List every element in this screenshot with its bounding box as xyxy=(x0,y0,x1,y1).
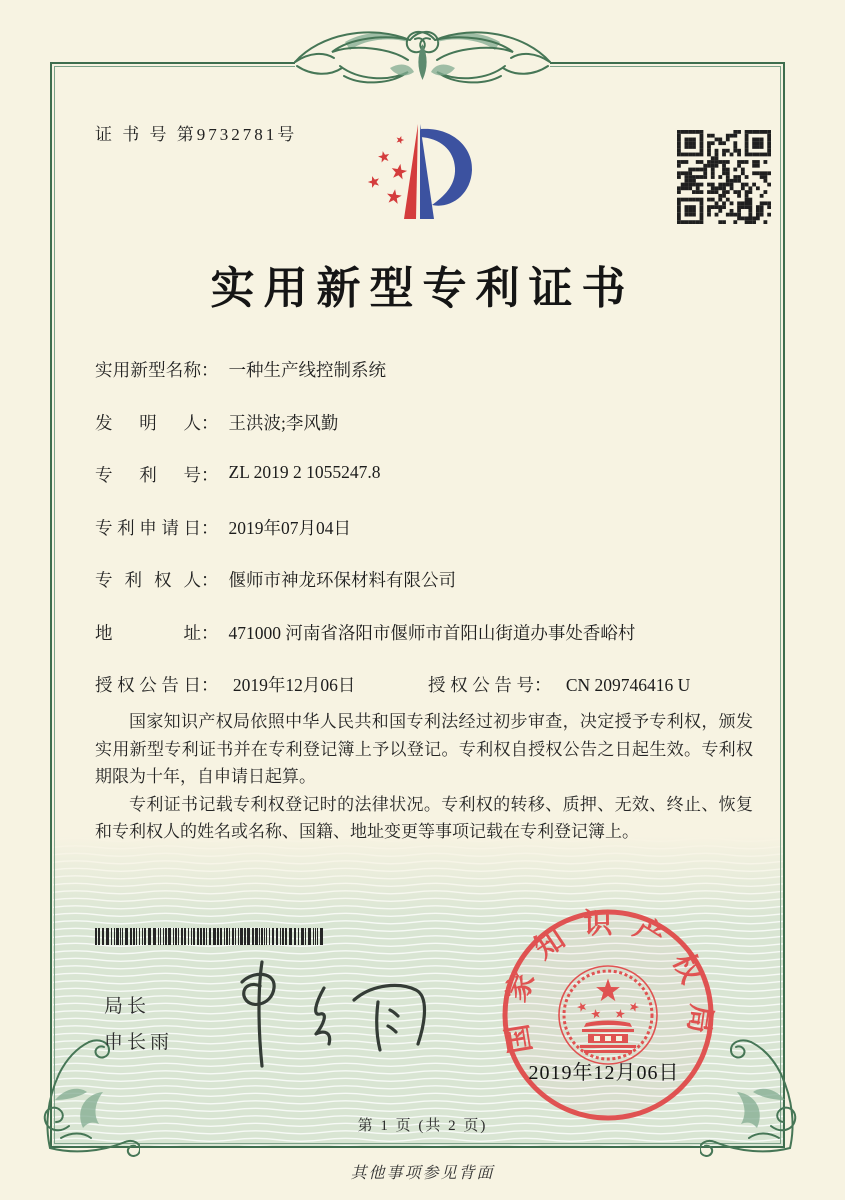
signer-name: 申长雨 xyxy=(104,1032,174,1053)
field-label: 专利号 xyxy=(95,465,201,485)
field-label: 实用新型名称 xyxy=(95,360,201,380)
barcode xyxy=(95,928,323,945)
field-row-patentee: 专利权人 ： 偃师市神龙环保材料有限公司 xyxy=(95,567,755,620)
field-label: 发明人 xyxy=(95,412,201,433)
field-row-address: 地址 ： 471000 河南省洛阳市偃师市首阳山街道办事处香峪村 xyxy=(95,620,755,673)
legal-paragraph-1: 国家知识产权局依照中华人民共和国专利法经过初步审查，决定授予专利权，颁发实用新型专利证书并在专利登记簿上予以登记。专利权自授权公告之日起生效。专利权期限为十年，自申请日起算。 xyxy=(95,712,753,787)
field-row-invention-name: 实用新型名称 ： 一种生产线控制系统 xyxy=(95,357,755,410)
field-value: 2019年12月06日 xyxy=(232,675,356,695)
certificate-title: 实用新型专利证书 xyxy=(210,264,635,313)
fields-block xyxy=(95,357,755,725)
field-label: 地址 xyxy=(95,622,201,643)
grant-date-group: 授权公告日： 2019年12月06日 xyxy=(95,675,355,695)
signature-handwriting xyxy=(232,958,447,1070)
field-label: 授权公告日 xyxy=(95,675,201,695)
certificate-number: 证 书 号 第9732781号 xyxy=(95,125,298,144)
official-seal xyxy=(498,905,718,1125)
border-ornament-top xyxy=(250,10,595,102)
signer-title: 局长 xyxy=(104,996,151,1017)
field-row-application-date: 专利申请日 ： 2019年07月04日 xyxy=(95,515,755,568)
field-row-patent-number: 专利号 ： ZL 2019 2 1055247.8 xyxy=(95,462,381,485)
field-value: CN 209746416 U xyxy=(565,675,691,695)
legal-paragraph-2: 专利证书记载专利权登记时的法律状况。专利权的转移、质押、无效、终止、恢复和专利权人的姓名或名称、国籍、地址变更等事项记载在专利登记簿上。 xyxy=(95,794,753,842)
grant-number-group: 授权公告号： CN 209746416 U xyxy=(428,672,690,697)
field-value: ZL 2019 2 1055247.8 xyxy=(228,462,381,482)
field-value: 一种生产线控制系统 xyxy=(228,360,386,380)
field-label: 专利权人 xyxy=(95,570,201,590)
field-label: 授权公告号 xyxy=(428,675,534,695)
back-note: 其他事项参见背面 xyxy=(350,1165,495,1182)
field-value: 2019年07月04日 xyxy=(228,517,351,538)
field-label: 专利申请日 xyxy=(95,517,201,538)
field-value: 偃师市神龙环保材料有限公司 xyxy=(228,570,456,590)
page-number: 第 1 页 (共 2 页) xyxy=(357,1118,488,1134)
field-value: 王洪波;李风勤 xyxy=(228,412,339,433)
field-value: 471000 河南省洛阳市偃师市首阳山街道办事处香峪村 xyxy=(228,622,636,643)
seal-date: 2019年12月06日 xyxy=(528,1062,680,1084)
cnipa-logo-icon xyxy=(354,118,484,226)
field-row-inventor: 发明人 ： 王洪波;李风勤 xyxy=(95,410,755,463)
qr-code xyxy=(677,130,771,224)
legal-text-block xyxy=(95,708,753,846)
seal-ring-text: 国家知识产权局 xyxy=(498,907,718,1056)
